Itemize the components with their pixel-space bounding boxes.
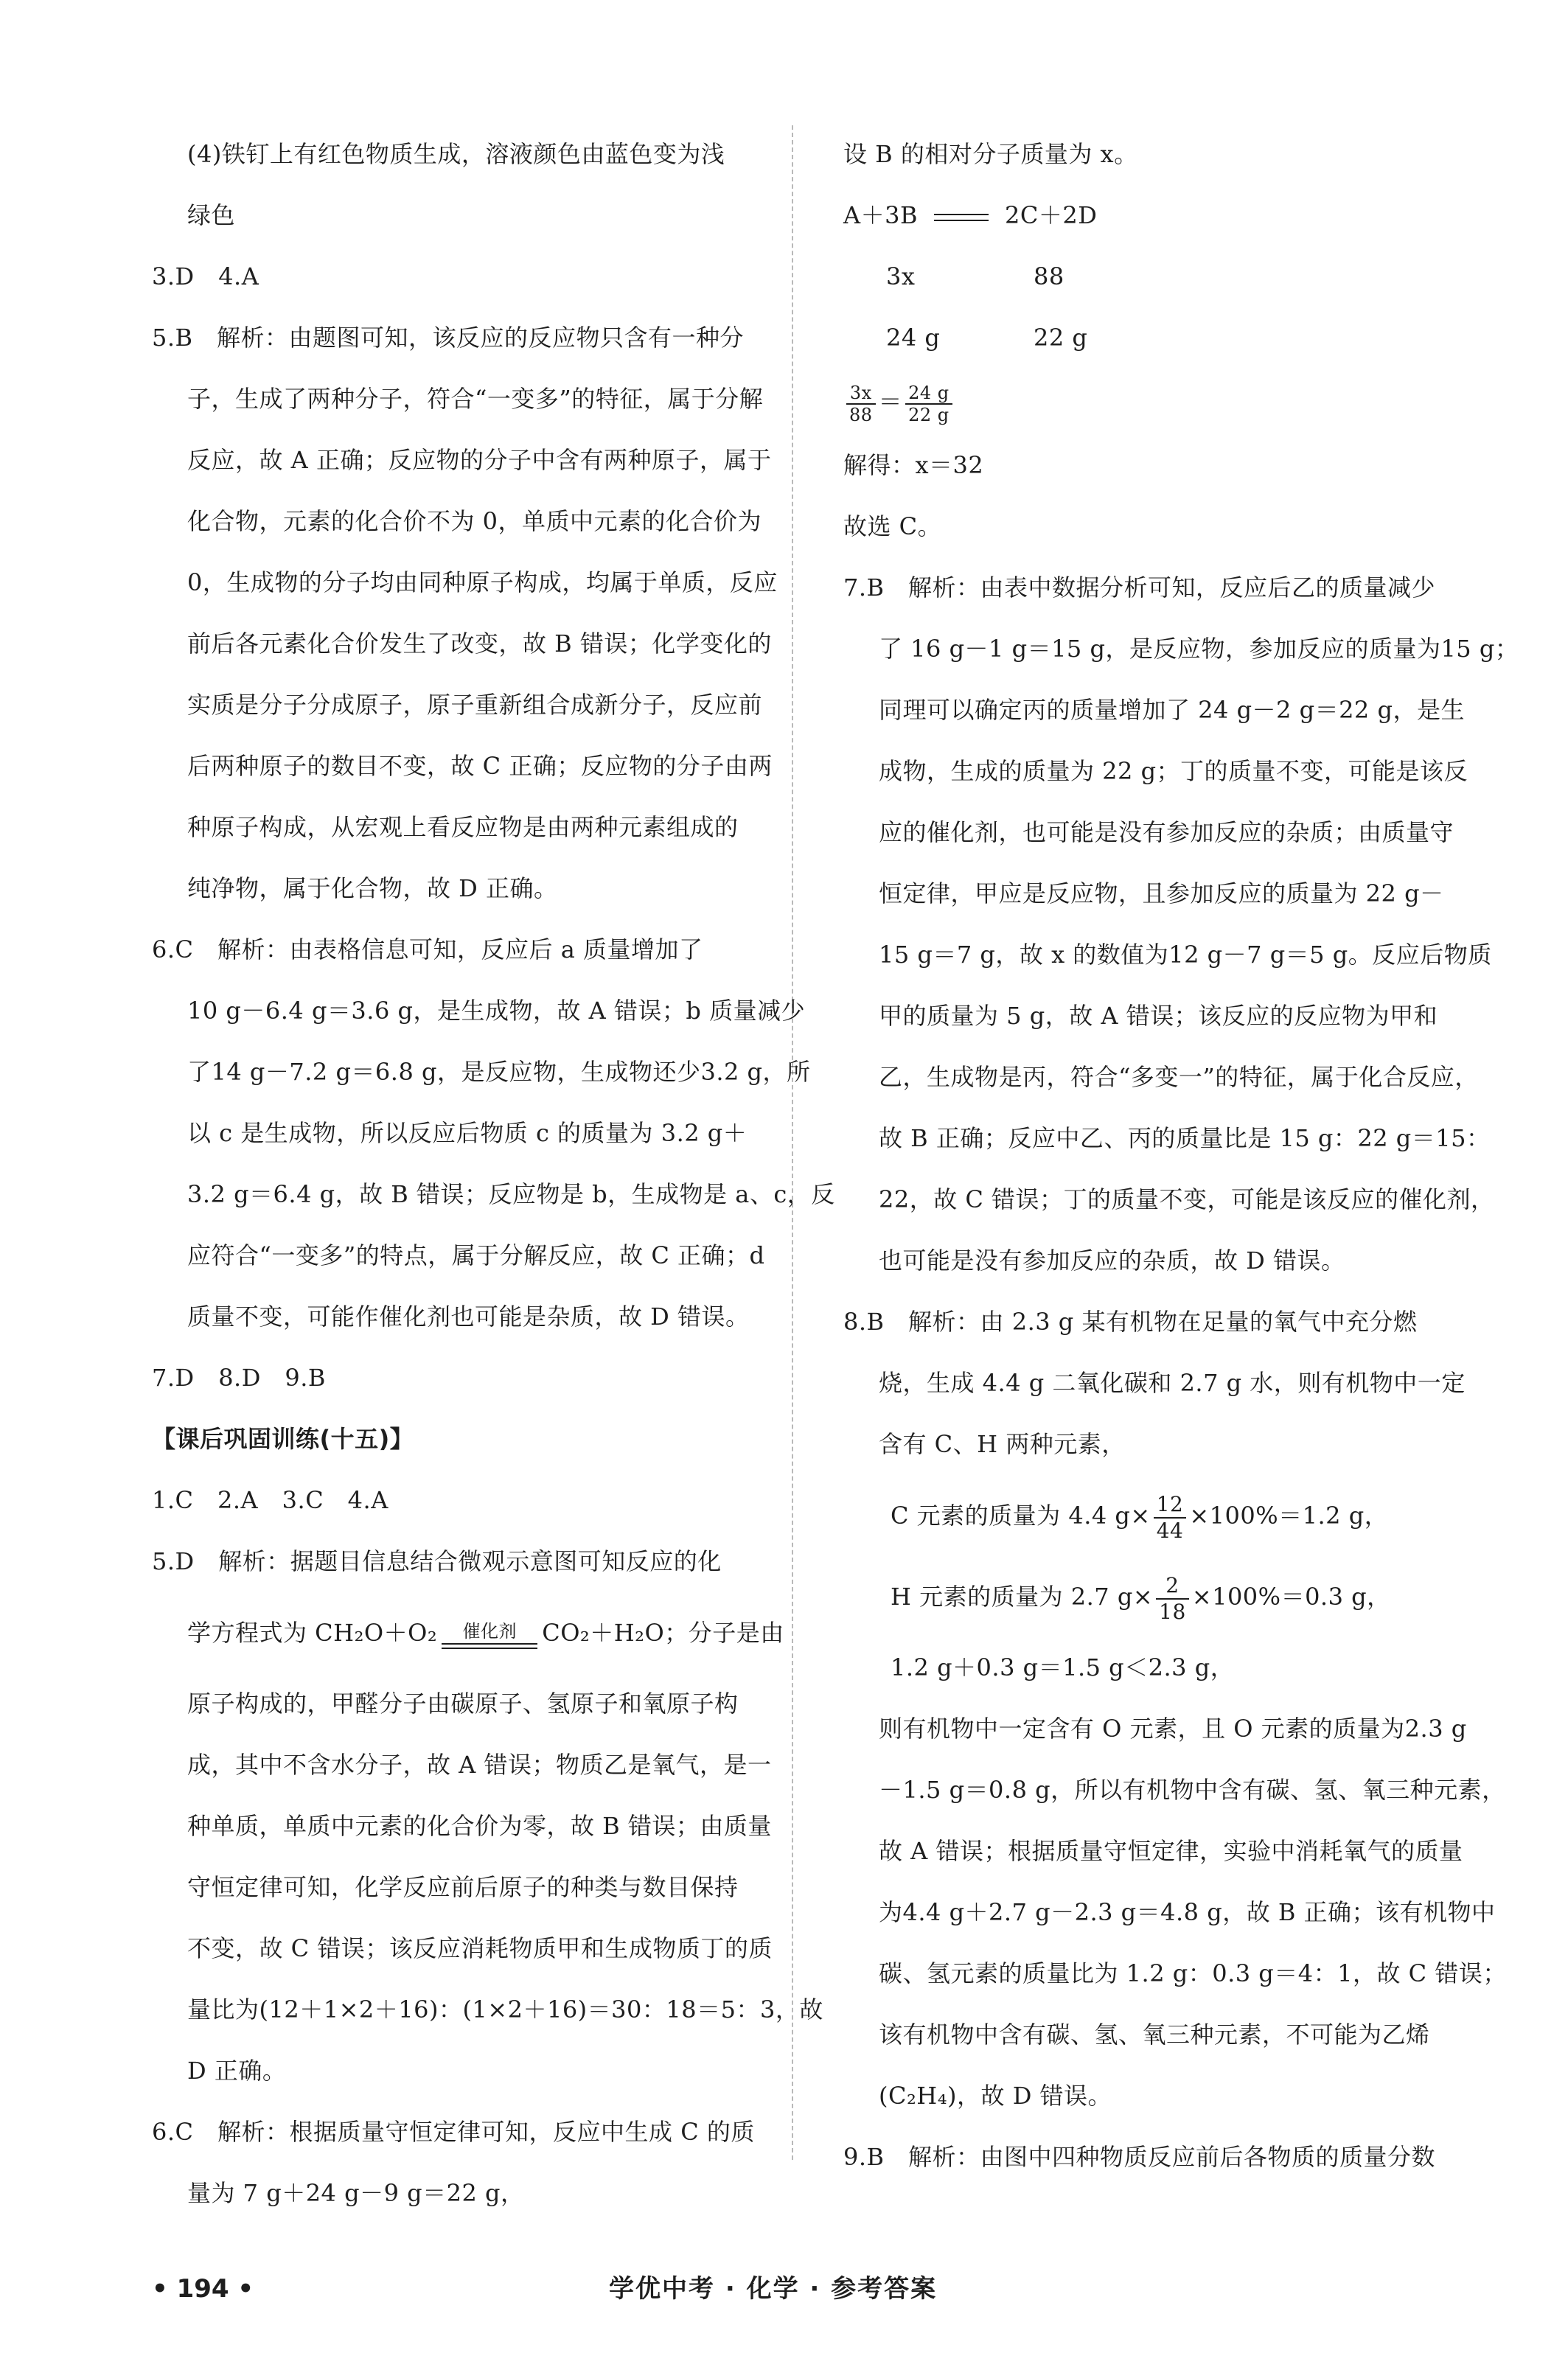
h-mass-line (843, 1556, 1463, 1637)
section-heading: 【课后巩固训练(十五)】 (152, 1425, 414, 1453)
text-line: 8.B 解析：由 2.3 g 某有机物在足量的氧气中充分燃 (843, 1308, 1418, 1336)
text-line: 该有机物中含有碳、氢、氧三种元素，不可能为乙烯 (879, 2021, 1430, 2049)
fraction-left-num: 3x (846, 383, 876, 405)
column-divider (792, 125, 793, 2160)
text-line: 不变，故 C 错误；该反应消耗物质甲和生成物质丁的质 (187, 1934, 773, 1962)
proportion-equals: ＝ (878, 388, 903, 416)
text-line: 原子构成的，甲醛分子由碳原子、氢原子和氧原子构 (187, 1690, 739, 1718)
text-line: 6.C 解析：根据质量守恒定律可知，反应中生成 C 的质 (152, 2118, 755, 2146)
text-line: 1.C 2.A 3.C 4.A (152, 1486, 388, 1514)
page-footer (152, 2267, 1463, 2311)
text-line: 甲的质量为 5 g，故 A 错误；该反应的反应物为甲和 (879, 1002, 1438, 1030)
text-line: 应符合“一变多”的特点，属于分解反应，故 C 正确；d (187, 1241, 765, 1269)
right-text-block-1 (843, 557, 1519, 1475)
choose-line: 故选 C。 (843, 512, 942, 540)
c-mass-pre: C 元素的质量为 4.4 g× (891, 1502, 1151, 1530)
text-line: 5.B 解析：由题图可知，该反应的反应物只含有一种分 (152, 324, 745, 352)
text-line: 为4.4 g＋2.7 g－2.3 g＝4.8 g，故 B 正确；该有机物中 (879, 1898, 1496, 1926)
h-mass-pre: H 元素的质量为 2.7 g× (891, 1583, 1154, 1611)
text-line: 反应，故 A 正确；反应物的分子中含有两种原子，属于 (187, 446, 772, 474)
text-line: 守恒定律可知，化学反应前后原子的种类与数目保持 (187, 1873, 739, 1901)
reaction-line (843, 185, 1463, 246)
ratio-row-1-b: 88 (1034, 262, 1065, 290)
text-line: 实质是分子分成原子，原子重新组合成新分子，反应前 (187, 691, 763, 719)
text-line: 以 c 是生成物，所以反应后物质 c 的质量为 3.2 g＋ (187, 1119, 748, 1147)
left-column (152, 124, 835, 2224)
text-line: 0，生成物的分子均由同种原子构成，均属于单质，反应 (187, 568, 778, 596)
text-line: D 正确。 (187, 2057, 287, 2085)
reaction-arrow (442, 1621, 537, 1649)
text-line: 也可能是没有参加反应的杂质，故 D 错误。 (879, 1247, 1345, 1275)
text-line: 碳、氢元素的质量比为 1.2 g：0.3 g＝4：1，故 C 错误； (879, 1959, 1507, 1987)
text-line: 5.D 解析：据题目信息结合微观示意图可知反应的化 (152, 1547, 722, 1575)
text-line: 含有 C、H 两种元素， (879, 1430, 1126, 1458)
text-line: 则有机物中一定含有 O 元素，且 O 元素的质量为2.3 g (879, 1715, 1467, 1743)
c-mass-post: ×100%＝1.2 g， (1189, 1502, 1389, 1530)
text-line: 应的催化剂，也可能是没有参加反应的杂质；由质量守 (879, 818, 1454, 846)
book-title: 学优中考 · 化学 · 参考答案 (609, 2274, 938, 2304)
text-line: 种单质，单质中元素的化合价为零，故 B 错误；由质量 (187, 1812, 772, 1840)
h-mass-den: 18 (1159, 1599, 1186, 1624)
c-mass-num: 12 (1154, 1492, 1187, 1519)
page-number: • 194 • (152, 2274, 254, 2304)
text-line: 成，其中不含水分子，故 A 错误；物质乙是氧气，是一 (187, 1751, 772, 1779)
text-line: 质量不变，可能作催化剂也可能是杂质，故 D 错误。 (187, 1303, 750, 1331)
c-mass-den: 44 (1156, 1518, 1184, 1543)
text-line: －1.5 g＝0.8 g，所以有机物中含有碳、氢、氧三种元素， (879, 1776, 1506, 1804)
text-line: 3.2 g＝6.4 g，故 B 错误；反应物是 b，生成物是 a、c，反 (187, 1180, 835, 1208)
text-line: 7.B 解析：由表中数据分析可知，反应后乙的质量减少 (843, 574, 1436, 602)
text-line: 故 B 正确；反应中乙、丙的质量比是 15 g：22 g＝15： (879, 1124, 1491, 1152)
text-line: 恒定律，甲应是反应物，且参加反应的质量为 22 g－ (879, 879, 1444, 907)
text-line: 后两种原子的数目不变，故 C 正确；反应物的分子由两 (187, 752, 773, 780)
text-line: 10 g－6.4 g＝3.6 g，是生成物，故 A 错误；b 质量减少 (187, 997, 806, 1025)
text-line: 22，故 C 错误；丁的质量不变，可能是该反应的催化剂， (879, 1185, 1495, 1213)
equals-bar (934, 214, 989, 221)
fraction-right-den: 22 g (908, 404, 949, 425)
left-text-block-3 (152, 1673, 823, 2224)
reaction-right: 2C＋2D (1005, 201, 1098, 229)
fraction-right (905, 383, 952, 425)
right-column (843, 124, 1519, 2188)
ratio-row-2 (843, 307, 1463, 369)
intro-line: 设 B 的相对分子质量为 x。 (843, 140, 1138, 168)
fraction-right-num: 24 g (905, 383, 952, 405)
text-line: 乙，生成物是丙，符合“多变一”的特征，属于化合反应， (879, 1063, 1479, 1091)
text-line: 成物，生成的质量为 22 g；丁的质量不变，可能是该反 (879, 757, 1468, 785)
reaction-left: A＋3B (843, 201, 918, 229)
proportion-line (843, 369, 1463, 435)
left-text-block-2 (152, 1470, 768, 1592)
text-line: 烧，生成 4.4 g 二氧化碳和 2.7 g 水，则有机物中一定 (879, 1369, 1466, 1397)
text-line: 纯净物，属于化合物，故 D 正确。 (187, 874, 558, 902)
text-line: 种原子构成，从宏观上看反应物是由两种元素组成的 (187, 813, 739, 841)
text-line: 了 16 g－1 g＝15 g，是反应物，参加反应的质量为15 g； (879, 635, 1519, 663)
text-line: 化合物，元素的化合价不为 0，单质中元素的化合价为 (187, 507, 762, 535)
text-line: (4)铁钉上有红色物质生成，溶液颜色由蓝色变为浅 (187, 140, 725, 168)
chemical-equation-line (152, 1592, 784, 1673)
fraction-left-den: 88 (849, 404, 873, 425)
fraction-left (846, 383, 876, 425)
text-line: 量为 7 g＋24 g－9 g＝22 g， (187, 2179, 525, 2207)
ratio-row-2-a: 24 g (886, 324, 941, 352)
text-line: 绿色 (187, 201, 236, 229)
text-line: 9.B 解析：由图中四种物质反应前后各物质的质量分数 (843, 2143, 1436, 2171)
ratio-row-1 (843, 246, 1463, 307)
equation-suffix: CO₂＋H₂O；分子是由 (542, 1619, 784, 1647)
text-line: (C₂H₄)，故 D 错误。 (879, 2082, 1112, 2110)
text-line: 7.D 8.D 9.B (152, 1364, 326, 1392)
text-line: 3.D 4.A (152, 262, 259, 290)
text-line: 子，生成了两种分子，符合“一变多”的特征，属于分解 (187, 385, 764, 413)
text-line: 量比为(12＋1×2＋16)：(1×2＋16)＝30：18＝5：3，故 (187, 1995, 823, 2023)
text-line: 同理可以确定丙的质量增加了 24 g－2 g＝22 g，是生 (879, 696, 1465, 724)
right-text-block-2 (843, 1637, 1507, 2188)
c-mass-fraction (1154, 1492, 1187, 1544)
h-mass-post: ×100%＝0.3 g， (1191, 1583, 1391, 1611)
text-line: 1.2 g＋0.3 g＝1.5 g＜2.3 g， (891, 1653, 1235, 1681)
left-text-block-1 (152, 124, 835, 1409)
equation-prefix: 学方程式为 CH₂O＋O₂ (187, 1619, 438, 1647)
text-line: 了14 g－7.2 g＝6.8 g，是反应物，生成物还少3.2 g，所 (187, 1058, 811, 1086)
text-line: 故 A 错误；根据质量守恒定律，实验中消耗氧气的质量 (879, 1837, 1463, 1865)
c-mass-line (843, 1475, 1463, 1556)
ratio-row-2-b: 22 g (1034, 324, 1088, 352)
catalyst-label: 催化剂 (462, 1620, 517, 1642)
double-bar (442, 1643, 537, 1649)
text-line: 15 g＝7 g，故 x 的数值为12 g－7 g＝5 g。反应后物质 (879, 941, 1492, 969)
h-mass-num: 2 (1156, 1573, 1189, 1600)
text-line: 前后各元素化合价发生了改变，故 B 错误；化学变化的 (187, 630, 772, 658)
text-line: 6.C 解析：由表格信息可知，反应后 a 质量增加了 (152, 935, 703, 963)
h-mass-fraction (1156, 1573, 1189, 1625)
ratio-row-1-a: 3x (886, 262, 916, 290)
solve-line: 解得：x＝32 (843, 451, 984, 479)
